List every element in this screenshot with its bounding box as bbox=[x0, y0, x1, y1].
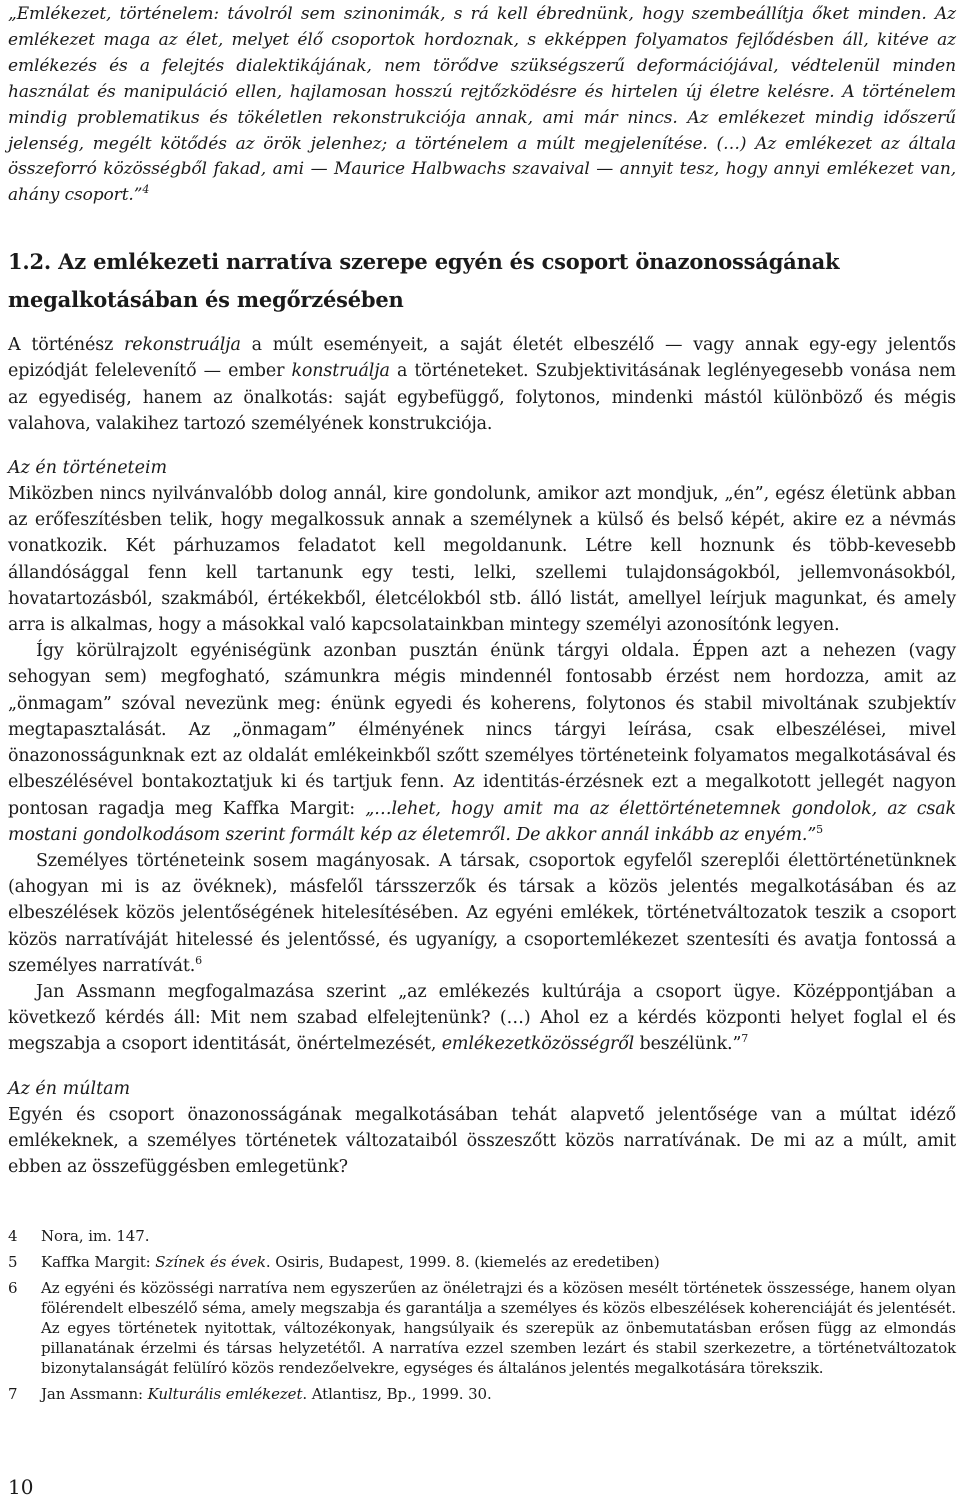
block-quote bbox=[8, 2, 956, 209]
paragraph: Személyes történeteink sosem magányosak. A társak, csoportok egyfelől szereplői élettörténetünknek (ahogyan mi is az övéknek), másfelől társszerzők és társak a közös jelentés megalkotásában és az elbeszélések közös jelentőségének hitelesítésében. Az egyéni emlékek, történetváltozatok teszik a csoport közös narratíváját hitelessé és jelentőssé, és ugyanígy, a csoportemlékezet szentesíti és avatja fontossá a személyes narratívát.$^6$ bbox=[8, 850, 956, 976]
subsection-title: Az én történeteim bbox=[8, 458, 168, 479]
subsection-title: Az én múltam bbox=[8, 1078, 131, 1099]
intro-paragraph: A történész rekonstruálja a múlt eseményeit, a saját életét elbeszélő — vagy annak egy-egy jelentős epizódját felelevenítő — ember konstruálja a történeteket. Szubjektivitásának leglényegesebb vonása nem az egyediség, hanem az önalkotás: saját egybefüggő, folytonos, mindenki mástól különböző és mégis valahova, valakihez tartozó személyének konstrukciója. bbox=[8, 335, 956, 434]
paragraph: Így körülrajzolt egyéniségünk azonban pusztán énünk tárgyi oldala. Éppen azt a nehezen (vagy sehogyan sem) megfogható, számunkra mégis mindennél fontosabb érzést nem hordozza, amit az „önmagam” szóval nevezünk meg: énünk egyedi és koherens, folytonos és stabil mivoltának szubjektív megtapasztalását. Az „önmagam” élményének nincs tárgyi leírása, csak elbeszélései, mivel önazonosságunknak ezt az oldalát emlékeinkből szőtt személyes történeteink folyamatos megalkotásával és elbeszélésével bontakoztatjuk ki és tartjuk fenn. Az identitás-érzésnek ezt a megalkotott jellegét nagyon pontosan ragadja meg Kaffka Margit: „…lehet, hogy amit ma az élettörténetemnek gondolok, az csak mostani gondolkodásom szerint formált kép az életemről. De akkor annál inkább az enyém.”$^5$ bbox=[8, 641, 956, 845]
quote-text: „Emlékezet, történelem: távolról sem szinonimák, s rá kell ébrednünk, hogy szembeállítja őket minden. Az emlékezet maga az élet, melyet élő csoportok hordoznak, s ekképpen folyamatos fejlődésben áll, kitéve az emlékezés és a felejtés dialektikájának, nem törődve szükségszerű deformációjával, védtelenül minden használat és manipuláció ellen, hajlamosan hosszú rejtőzködésre és hirtelen új életre kelésre. A történelem mindig problematikus és tökéletlen rekonstrukciója annak, ami már nincs. Az emlékezet mindig időszerű jelenség, megélt kötődés az örök jelenhez; a történelem a múlt megjelenítése. (…) Az emlékezet az általa összeforró közösségből fakad, ami — Maurice Halbwachs szavaival — annyit tesz, hogy annyi emlékezet van, ahány csoport.” bbox=[8, 4, 956, 206]
footnote-number: 5 bbox=[8, 1253, 18, 1272]
footnote-text: Az egyéni és közösségi narratíva nem egyszerűen az önéletrajzi és a közösen mesélt történetek összessége, hanem olyan fölérendelt elbeszélő séma, amely megszabja és garantálja a személyes és közös elbeszélések koherenciáját és jelentését. Az egyes történetek nyitottak, változékonyak, hangsúlyaik és szerepük az önbemutatásban erősen függ az elmondás pillanatának érzelmi és társas helyzetétől. A narratíva ezzel szemben lezárt és stabil szerkezetre, a történetváltozatok bizonytalanságát felülíró közös rendezőelvekre, egységes és általános jelentés megalkotására törekszik. bbox=[41, 1279, 956, 1378]
footnote-ref[interactable]: 6 bbox=[195, 953, 203, 967]
footnote-number: 7 bbox=[8, 1385, 18, 1404]
footnote-text: Nora, im. 147. bbox=[41, 1227, 150, 1246]
footnote-text: Jan Assmann: Kulturális emlékezet. Atlantisz, Bp., 1999. 30. bbox=[41, 1385, 492, 1404]
footnote-number: 6 bbox=[8, 1279, 18, 1298]
paragraph: Miközben nincs nyilvánvalóbb dolog annál, kire gondolunk, amikor azt mondjuk, „én”, egész életünk abban az erőfeszítésben telik, hogy megalkossuk annak a személynek a külső és belső képét, akire ez a névmás vonatkozik. Két párhuzamos feladatot kell megoldanunk. Létre kell hoznunk és több-kevesebb állandósággal fenn kell tartanunk egy testi, lelki, szellemi tulajdonságokból, jellemvonásokból, hovatartozásból, szakmából, értékekből, életcélokból stb. álló listát, amellyel leírjuk magunkat, és amely arra is alkalmas, hogy a másokkal való kapcsolatainkban mintegy személyi azonosítónk legyen. bbox=[8, 484, 956, 636]
footnote-number: 4 bbox=[8, 1227, 18, 1246]
footnote-ref[interactable]: 5 bbox=[816, 822, 823, 836]
footnote-ref[interactable]: 7 bbox=[741, 1032, 749, 1046]
footnote bbox=[8, 1278, 956, 1378]
page-number: 10 bbox=[8, 1475, 34, 1499]
footnotes bbox=[8, 1226, 956, 1404]
paragraph: Jan Assmann megfogalmazása szerint „az emlékezés kultúrája a csoport ügye. Középpontjában a következő kérdés áll: Mit nem szabad elfelejtenünk? (…) Ahol ez a kérdés központi helyet foglal el és megszabja a csoport identitását, önértelmezését, emlékezetközösségről beszélünk.”$^7$ bbox=[8, 981, 956, 1055]
footnote-ref[interactable]: 4 bbox=[142, 183, 150, 197]
section-heading: 1.2. Az emlékezeti narratíva szerepe egyén és csoport önazonosságának megalkotásában és megőrzésében bbox=[8, 249, 840, 313]
footnote bbox=[8, 1252, 956, 1272]
footnote bbox=[8, 1384, 956, 1404]
document-page bbox=[8, 2, 956, 1410]
footnote bbox=[8, 1226, 956, 1246]
footnote-text: Kaffka Margit: Színek és évek. Osiris, Budapest, 1999. 8. (kiemelés az eredetiben) bbox=[41, 1253, 660, 1272]
paragraph: Egyén és csoport önazonosságának megalkotásában tehát alapvető jelentősége van a múltat idéző emlékeknek, a személyes történetek változataiból összeszőtt közös narratívának. De mi az a múlt, amit ebben az összefüggésben emlegetünk? bbox=[8, 1104, 956, 1177]
